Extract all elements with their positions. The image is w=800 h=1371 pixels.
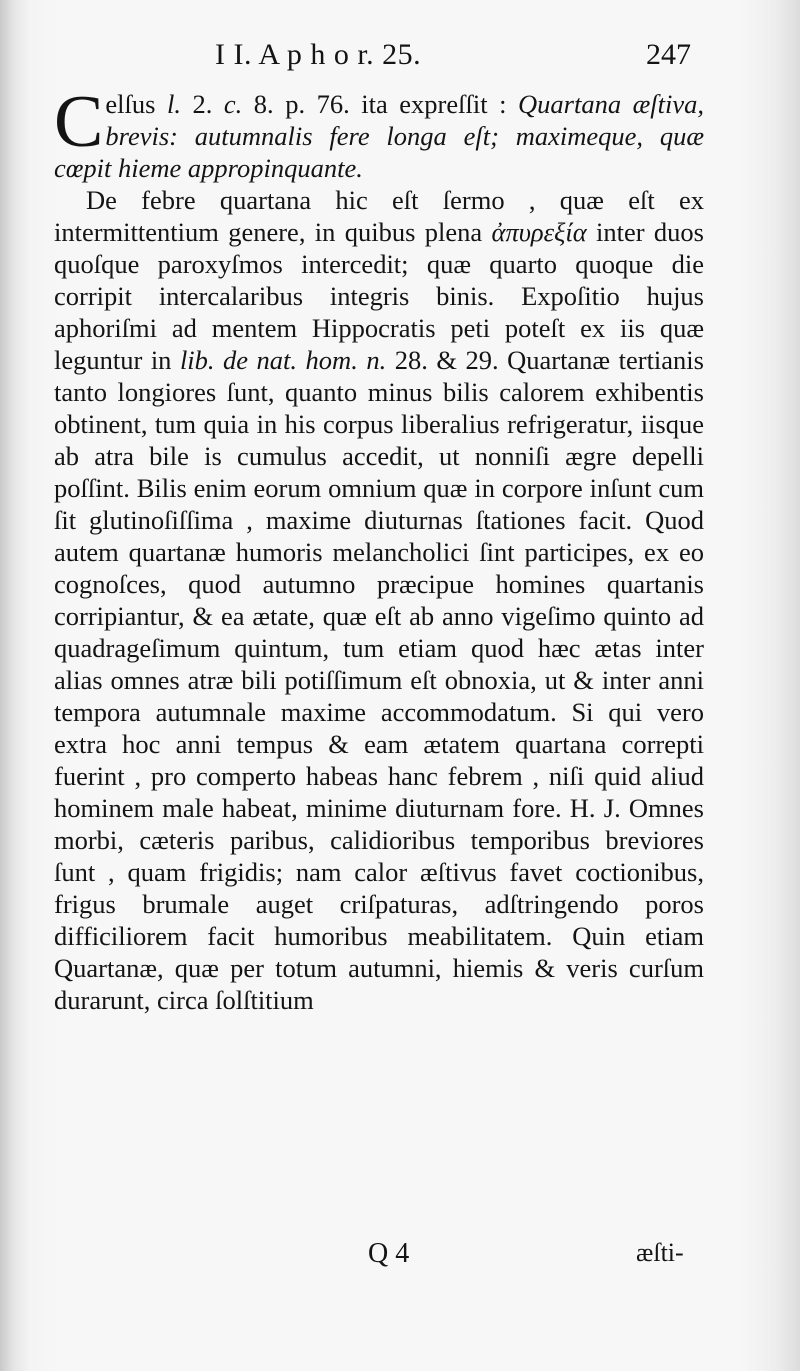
p2-text-a: De febre quartana hic eſt ſermo , quæ eſt ex intermittentium genere, in quibus plena <box>54 185 704 247</box>
page-header <box>0 38 800 88</box>
paragraph-1 <box>54 81 705 184</box>
page-footer <box>0 1238 800 1278</box>
p1-ref-book-num: 2. <box>180 89 224 119</box>
drop-cap: C <box>54 81 104 163</box>
p1-text: elſus <box>105 89 167 119</box>
body-text <box>54 81 705 1016</box>
p1-quote: Quartana æſtiva, brevis: autumnalis fere longa eſt; maximeque, quæ cœpit hieme appropinquante. <box>54 89 705 183</box>
p1-ref-chapter-num: 8. p. 76. ita expreſſit : <box>242 89 519 119</box>
p2-greek-word: ἀπυρεξία <box>491 217 587 247</box>
paragraph-2 <box>54 184 704 1016</box>
signature-mark: Q 4 <box>368 1238 410 1269</box>
p1-ref-chapter: c. <box>223 89 243 119</box>
p2-reference: lib. de nat. hom. n. <box>179 345 387 375</box>
p1-ref-book: l. <box>166 89 181 119</box>
page-number: 247 <box>646 38 691 71</box>
catchword: æſti- <box>636 1238 684 1267</box>
p2-text-b: inter duos quoſque paroxyſmos intercedit; quæ quarto quoque die corripit intercalaribus integris binis. Expoſitio hujus aphoriſmi ad mentem Hippocratis peti poteſt ex iis quæ leguntur in <box>54 217 704 375</box>
running-head: I I. A p h o r. 25. <box>215 38 422 71</box>
p2-text-c: 28. & 29. Quartanæ tertianis tanto longiores ſunt, quanto minus bilis calorem exhibentis obtinent, tum quia in his corpus liberalius refrigeratur, iisque ab atra bile is cumulus accedit, ut nonniſi ægre depelli poſſint. Bilis enim eorum omnium quæ in corpore inſunt cum ſit glutinoſiſſima , maxime diuturnas ſtationes facit. Quod autem quartanæ humoris melancholici ſint participes, ex eo cognoſces, quod autumno præcipue homines quartanis corripiantur, & ea ætate, quæ eſt ab anno vigeſimo quinto ad quadrageſimum quintum, tum etiam quod hæc ætas inter alias omnes atræ bili potiſſimum eſt obnoxia, ut & inter anni tempora autumnale maxime accommodatum. Si qui vero extra hoc anni tempus & eam ætatem quartana correpti fuerint , pro comperto habeas hanc febrem , niſi quid aliud hominem male habeat, minime diuturnam fore. H. J. Omnes morbi, cæteris paribus, calidioribus temporibus breviores ſunt , quam frigidis; nam calor æſtivus favet coctionibus, frigus brumale auget criſpaturas, adſtringendo poros difficiliorem facit humoribus meabilitatem. Quin etiam Quartanæ, quæ per totum autumni, hiemis & veris curſum durarunt, circa ſolſtitium <box>54 345 704 1015</box>
